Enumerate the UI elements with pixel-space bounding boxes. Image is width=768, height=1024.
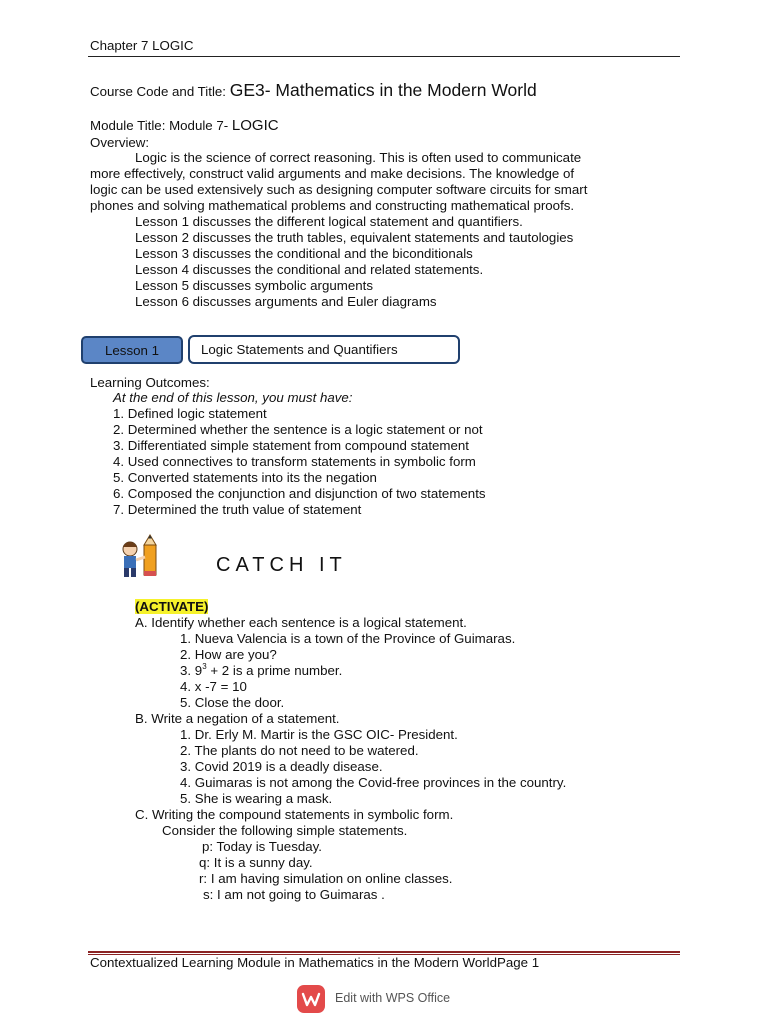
part-b-item: 1. Dr. Erly M. Martir is the GSC OIC- President.	[180, 727, 458, 742]
lesson-summary: Lesson 2 discusses the truth tables, equivalent statements and tautologies	[135, 230, 574, 245]
chapter-header: Chapter 7 LOGIC	[90, 38, 194, 53]
catch-it-title: CATCH IT	[216, 554, 347, 576]
outcome-item: 3. Differentiated simple statement from compound statement	[113, 438, 469, 453]
outcome-item: 2. Determined whether the sentence is a logic statement or not	[113, 422, 483, 437]
part-b-heading: B. Write a negation of a statement.	[135, 711, 340, 726]
wps-w-icon	[297, 985, 325, 1013]
simple-statement: p: Today is Tuesday.	[202, 839, 322, 854]
part-a-item: 5. Close the door.	[180, 695, 285, 710]
edit-with-wps-link[interactable]: Edit with WPS Office	[335, 991, 451, 1005]
module-label: Module Title: Module 7-	[90, 118, 232, 133]
overview-line: more effectively, construct valid arguments and make decisions. The knowledge of	[90, 166, 575, 181]
course-title: GE3- Mathematics in the Modern World	[229, 80, 537, 100]
simple-statement: s: I am not going to Guimaras .	[203, 887, 385, 902]
part-a-item: 4. x -7 = 10	[180, 679, 247, 694]
outcomes-heading: Learning Outcomes:	[90, 375, 210, 390]
wps-logo-icon[interactable]	[297, 985, 325, 1013]
outcome-item: 6. Composed the conjunction and disjunction of two statements	[113, 486, 486, 501]
lesson-summary: Lesson 1 discusses the different logical statement and quantifiers.	[135, 214, 523, 229]
part-c-sub: Consider the following simple statements.	[162, 823, 408, 838]
lesson-summary: Lesson 4 discusses the conditional and related statements.	[135, 262, 484, 277]
lesson-summary: Lesson 5 discusses symbolic arguments	[135, 278, 373, 293]
footer-divider	[88, 951, 680, 953]
simple-statement: r: I am having simulation on online classes.	[199, 871, 453, 886]
outcome-item: 5. Converted statements into its the negation	[113, 470, 377, 485]
part-a-item: 1. Nueva Valencia is a town of the Province of Guimaras.	[180, 631, 516, 646]
part-a-item: 3. $9^3 + 2$ is a prime number.	[180, 662, 343, 678]
module-title: LOGIC	[231, 117, 279, 134]
part-b-item: 3. Covid 2019 is a deadly disease.	[180, 759, 383, 774]
part-b-item: 4. Guimaras is not among the Covid-free provinces in the country.	[180, 775, 567, 790]
lesson-tab: Lesson 1	[81, 336, 183, 364]
kid-with-pencil-icon	[114, 533, 170, 581]
part-c-heading: C. Writing the compound statements in symbolic form.	[135, 807, 454, 822]
overview-line: logic can be used extensively such as designing computer software circuits for smart	[90, 182, 588, 197]
part-a-item: 2. How are you?	[180, 647, 277, 662]
overview-line: phones and solving mathematical problems and constructing mathematical proofs.	[90, 198, 575, 213]
part-a-heading: A. Identify whether each sentence is a logical statement.	[135, 615, 467, 630]
outcome-item: 4. Used connectives to transform statements in symbolic form	[113, 454, 476, 469]
course-label: Course Code and Title:	[90, 84, 230, 99]
activate-label: (ACTIVATE)	[135, 599, 209, 614]
overview-heading: Overview:	[90, 135, 150, 150]
footer-text: Contextualized Learning Module in Mathematics in the Modern WorldPage 1	[90, 955, 540, 970]
lesson-summary: Lesson 6 discusses arguments and Euler diagrams	[135, 294, 437, 309]
header-divider	[88, 56, 680, 57]
outcomes-intro: At the end of this lesson, you must have:	[113, 390, 353, 405]
lesson-title-box: Logic Statements and Quantifiers	[188, 335, 460, 364]
outcome-item: 1. Defined logic statement	[113, 406, 267, 421]
part-b-item: 2. The plants do not need to be watered.	[180, 743, 419, 758]
module-line	[90, 117, 279, 135]
overview-line: Logic is the science of correct reasoning. This is often used to communicate	[135, 150, 582, 165]
outcome-item: 7. Determined the truth value of statement	[113, 502, 362, 517]
course-line	[90, 80, 537, 101]
part-b-item: 5. She is wearing a mask.	[180, 791, 333, 806]
lesson-summary: Lesson 3 discusses the conditional and the biconditionals	[135, 246, 473, 261]
simple-statement: q: It is a sunny day.	[199, 855, 313, 870]
